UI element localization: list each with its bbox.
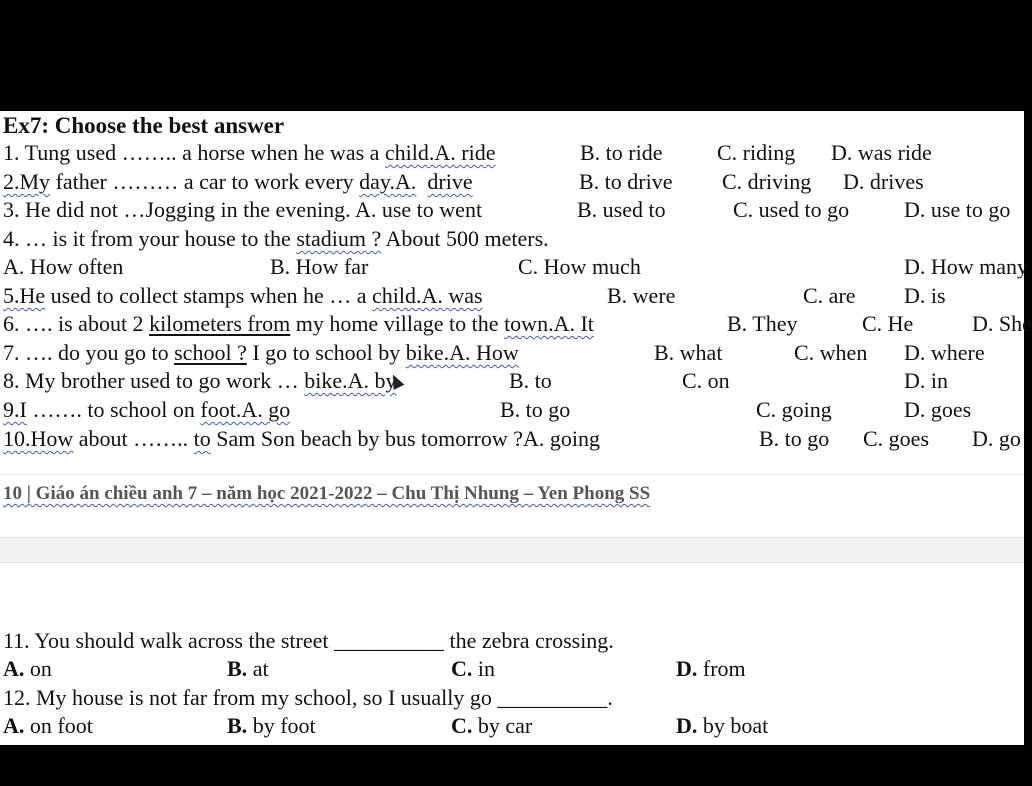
q8-option-c: C. on	[682, 368, 730, 393]
q1-option-c: C. riding	[717, 140, 796, 165]
q11-b-text: at	[247, 656, 269, 681]
q6-word: kilometers from	[149, 311, 291, 336]
q7-option-b: B. what	[654, 340, 723, 365]
exercise-title: Ex7: Choose the best answer	[3, 113, 285, 138]
q6-text	[3, 309, 594, 338]
question-11-options	[0, 654, 1024, 683]
q4-text	[3, 224, 549, 253]
q5-num: 5.He	[3, 283, 46, 308]
q11-option-b	[227, 654, 269, 683]
q9-option-d: D. goes	[904, 397, 972, 422]
q8-text	[3, 366, 397, 395]
q4-option-c: C. How much	[518, 254, 641, 279]
q10-text	[3, 424, 600, 453]
q12-b-text: by foot	[247, 713, 316, 738]
footer-text: 10 | Giáo án chiều anh 7 – năm học 2021-2022 – Chu Thị Nhung – Yen Phong SS	[3, 483, 651, 504]
q7-stem2: I go to school by	[246, 340, 406, 365]
q10-option-d: D. go	[972, 426, 1021, 451]
q11-stem: 11. You should walk across the street __________ the zebra crossing.	[3, 628, 614, 653]
q9-option-c: C. going	[756, 397, 832, 422]
q12-c-text: by car	[472, 713, 533, 738]
q11-d-letter: D.	[676, 656, 698, 681]
q2-option-d: D. drives	[843, 169, 924, 194]
q7-option-d: D. where	[904, 340, 985, 365]
question-4-options	[0, 252, 1029, 281]
q5-option-c: C. are	[803, 283, 856, 308]
q4-option-d: D. How many	[904, 254, 1029, 279]
q3-option-c: C. used to go	[733, 197, 850, 222]
question-3	[0, 195, 1024, 224]
q8-stem: 8. My brother used to go work …	[3, 368, 305, 393]
question-4	[0, 224, 1024, 253]
q5-option-b: B. were	[607, 283, 676, 308]
q2-num: 2.My	[3, 169, 51, 194]
question-9	[0, 395, 1024, 424]
q6-stem: 6. …. is about 2	[3, 311, 150, 336]
q6-option-c: C. He	[862, 311, 914, 336]
q11-c-letter: C.	[451, 656, 473, 681]
q7-word2: bike.A. How	[405, 340, 519, 365]
q9-text	[3, 395, 290, 424]
q3-stem: 3. He did not …Jogging in the evening. A. use to went	[3, 197, 483, 222]
q12-a-text: on foot	[24, 713, 93, 738]
q1-option-b: B. to ride	[580, 140, 663, 165]
q9-num: 9.I	[3, 397, 27, 422]
q12-b-letter: B.	[227, 713, 248, 738]
q2-word: day.A.	[359, 169, 417, 194]
q7-word: school ?	[174, 340, 247, 365]
q11-d-text: from	[697, 656, 746, 681]
q1-option-d: D. was ride	[831, 140, 932, 165]
question-11	[0, 626, 1024, 655]
q5-text	[3, 281, 483, 310]
q1-text	[3, 138, 496, 167]
q2-option-b: B. to drive	[579, 169, 673, 194]
q11-a-letter: A.	[3, 656, 25, 681]
q2-text	[3, 167, 473, 196]
question-12-options	[0, 711, 1024, 740]
q11-option-a	[3, 654, 52, 683]
q12-stem: 12. My house is not far from my school, so I usually go __________.	[3, 685, 613, 710]
q10-option-c: C. goes	[863, 426, 929, 451]
q6-option-b: B. They	[727, 311, 798, 336]
page-break	[0, 537, 1024, 563]
q12-option-a	[3, 711, 93, 740]
q10-num: 10.How	[3, 426, 74, 451]
q9-stem: ……. to school on	[26, 397, 201, 422]
question-12	[0, 683, 1024, 712]
q12-option-c	[451, 711, 532, 740]
q9-option-b: B. to go	[500, 397, 571, 422]
q11-option-c	[451, 654, 495, 683]
q1-word: child.A. ride	[384, 140, 496, 165]
q7-stem: 7. …. do you go to	[3, 340, 175, 365]
question-2	[0, 167, 1024, 196]
q4-word: stadium ?	[296, 226, 382, 251]
q12-option-d	[676, 711, 768, 740]
q7-text	[3, 338, 519, 367]
q12-c-letter: C.	[451, 713, 473, 738]
q2-stem: father ……… a car to work every	[50, 169, 360, 194]
q4-option-b: B. How far	[270, 254, 369, 279]
q7-option-c: C. when	[794, 340, 868, 365]
footer-divider	[0, 474, 1024, 475]
q8-option-b: B. to	[509, 368, 552, 393]
question-5	[0, 281, 1024, 310]
q10-stem: about ……..	[73, 426, 194, 451]
q10-stem2: Sam Son beach by bus tomorrow ?A. going	[210, 426, 601, 451]
question-7	[0, 338, 1024, 367]
q1-stem: 1. Tung used …….. a horse when he was a	[3, 140, 385, 165]
document-page	[0, 111, 1032, 745]
q6-stem2: my home village to the	[290, 311, 505, 336]
q2-word2: drive	[427, 169, 473, 194]
q12-d-letter: D.	[676, 713, 698, 738]
q10-word: to	[193, 426, 211, 451]
q5-word: child.A. was	[372, 283, 483, 308]
q11-option-d	[676, 654, 746, 683]
q4-stem: 4. … is it from your house to the	[3, 226, 297, 251]
q4-option-a: A. How often	[3, 254, 124, 279]
question-10	[0, 424, 1024, 453]
question-1	[0, 138, 1024, 167]
q5-option-d: D. is	[904, 283, 946, 308]
q11-a-text: on	[24, 656, 52, 681]
q6-option-d: D. She	[972, 311, 1032, 336]
q11-c-text: in	[472, 656, 496, 681]
exercise-title-line	[0, 111, 1024, 140]
q6-word2: town.A. It	[504, 311, 594, 336]
q8-word: bike.A. by	[304, 368, 397, 393]
q8-option-d: D. in	[904, 368, 948, 393]
q4-tail: About 500 meters.	[381, 226, 549, 251]
question-6	[0, 309, 1032, 338]
q10-option-b: B. to go	[759, 426, 830, 451]
q2-option-c: C. driving	[722, 169, 812, 194]
page-footer	[3, 483, 650, 505]
q12-a-letter: A.	[3, 713, 25, 738]
q3-option-b: B. used to	[577, 197, 666, 222]
q11-b-letter: B.	[227, 656, 248, 681]
q9-word: foot.A. go	[200, 397, 291, 422]
question-8	[0, 366, 1024, 395]
q3-option-d: D. use to go	[904, 197, 1011, 222]
q12-option-b	[227, 711, 316, 740]
q12-d-text: by boat	[697, 713, 769, 738]
q5-stem: used to collect stamps when he … a	[45, 283, 373, 308]
